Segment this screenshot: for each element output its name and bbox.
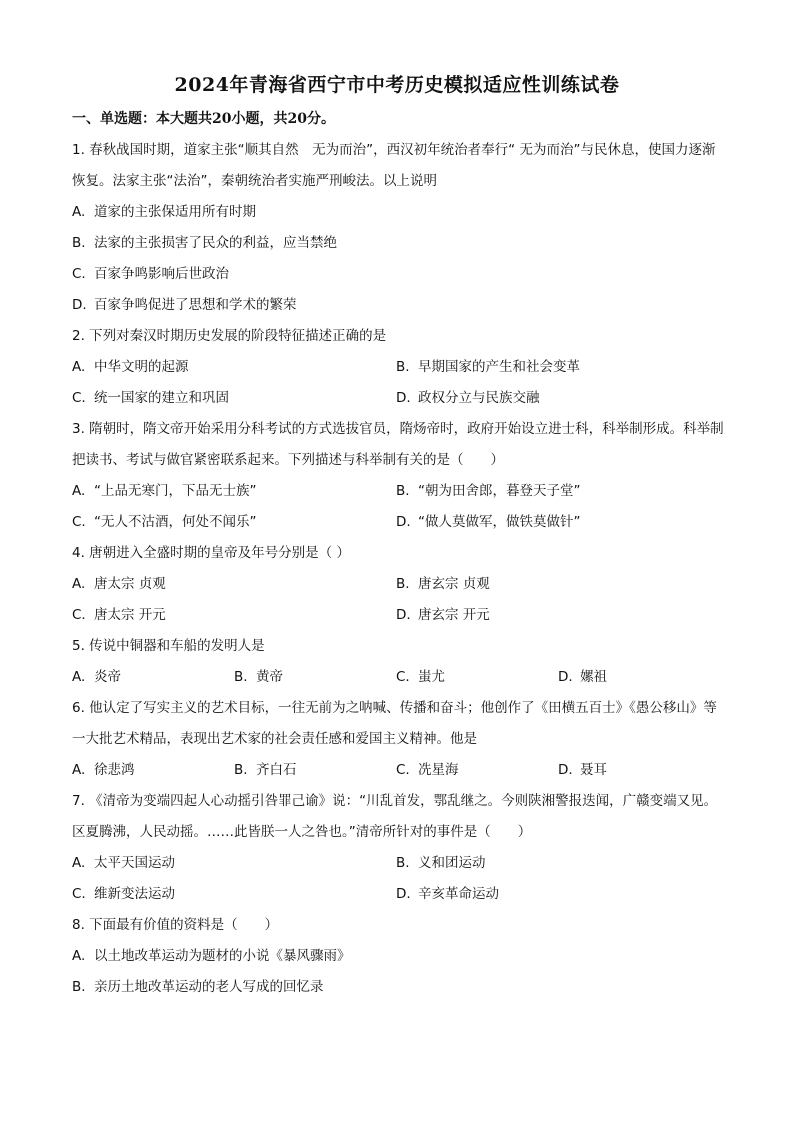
question-stem [72,631,724,662]
option-letter: B. [396,576,410,592]
option-letter: D. [396,607,411,623]
options-group [72,755,724,786]
option-letter: A. [72,855,86,871]
options-group [72,941,724,1003]
option-c [72,507,396,538]
question-stem [72,538,724,569]
option-a [72,662,234,693]
option-c [396,662,558,693]
question-text: 隋朝时，隋文帝开始采用分科考试的方式选拔官员，隋炀帝时，政府开始设立进士科，科举制形成。科举制把读书、考试与做官紧密联系起来。下列描述与科举制有关的是（ ） [72,421,724,468]
option-text: 唐太宗 贞观 [94,576,166,592]
option-text: “上品无寒门，下品无士族” [94,483,257,499]
option-letter: C. [72,514,86,530]
option-letter: B. [396,855,410,871]
option-letter: B. [234,669,248,685]
option-letter: D. [396,514,411,530]
question-text: 春秋战国时期，道家主张“顺其自然 无为而治”，西汉初年统治者奉行“ 无为而治”与民休息，使国力逐渐恢复。法家主张“法治”，秦朝统治者实施严刑峻法。以上说明 [72,142,716,189]
options-group [72,197,724,321]
option-letter: B. [72,979,86,995]
option-b [72,228,724,259]
option-a [72,569,396,600]
option-text: 辛亥革命运动 [418,886,499,902]
question-text: 下面最有价值的资料是（ ） [84,917,279,933]
option-letter: D. [72,297,87,313]
option-c [72,879,396,910]
option-letter: D. [558,669,573,685]
option-a [72,476,396,507]
option-letter: C. [72,266,86,282]
option-text: 维新变法运动 [94,886,175,902]
question-stem [72,135,724,197]
option-letter: C. [72,886,86,902]
option-letter: A. [72,483,86,499]
section-heading: 一、单选题：本大题共20小题，共20分。 [72,111,335,127]
question-stem [72,693,724,755]
option-c [72,600,396,631]
option-letter: D. [396,390,411,406]
option-text: 蚩尤 [418,669,445,685]
option-letter: A. [72,204,86,220]
option-letter: B. [72,235,86,251]
option-text: 齐白石 [256,762,297,778]
option-letter: A. [72,762,86,778]
option-text: 以土地改革运动为题材的小说《暴风骤雨》 [94,948,351,964]
option-d [396,383,720,414]
question-5 [72,631,724,693]
option-letter: B. [396,483,410,499]
question-text: 唐朝进入全盛时期的皇帝及年号分别是（ ） [84,545,350,561]
option-letter: C. [396,762,410,778]
option-text: “做人莫做军，做铁莫做针” [418,514,581,530]
option-d [396,600,720,631]
option-text: 太平天国运动 [94,855,175,871]
option-letter: A. [72,669,86,685]
option-text: 徐悲鸿 [94,762,135,778]
option-letter: C. [396,669,410,685]
option-d [396,507,720,538]
question-8 [72,910,724,1003]
option-letter: D. [558,762,573,778]
question-number: 7. [72,793,85,809]
option-a [72,352,396,383]
option-letter: C. [72,390,86,406]
option-text: “无人不沽酒，何处不闻乐” [94,514,257,530]
question-number: 3. [72,421,85,437]
option-b [396,476,720,507]
option-text: 炎帝 [94,669,121,685]
option-a [72,755,234,786]
question-6 [72,693,724,786]
option-text: 唐太宗 开元 [94,607,166,623]
option-text: 法家的主张损害了民众的利益，应当禁绝 [94,235,337,251]
option-d [396,879,720,910]
question-list [72,135,724,1003]
option-text: “朝为田舍郎，暮登天子堂” [418,483,581,499]
option-b [234,755,396,786]
option-c [72,259,724,290]
option-text: 嫘祖 [580,669,607,685]
question-text: 他认定了写实主义的艺术目标，一往无前为之呐喊、传播和奋斗；他创作了《田横五百士》《愚公移山》等一大批艺术精品，表现出艺术家的社会责任感和爱国主义精神。他是 [72,700,717,747]
option-d [558,662,720,693]
question-text: 下列对秦汉时期历史发展的阶段特征描述正确的是 [84,328,387,344]
option-d [72,290,724,321]
options-group [72,352,724,414]
option-text: 义和团运动 [418,855,486,871]
option-text: 聂耳 [580,762,607,778]
option-text: 百家争鸣促进了思想和学术的繁荣 [94,297,297,313]
question-3 [72,414,724,538]
option-b [396,352,720,383]
options-group [72,569,724,631]
question-stem [72,910,724,941]
option-b [396,848,720,879]
question-stem [72,786,724,848]
option-c [72,383,396,414]
option-text: 早期国家的产生和社会变革 [418,359,580,375]
option-letter: A. [72,576,86,592]
option-a [72,941,724,972]
option-text: 政权分立与民族交融 [418,390,540,406]
question-number: 1. [72,142,85,158]
option-letter: C. [72,607,86,623]
option-text: 中华文明的起源 [94,359,189,375]
question-text: 传说中铜器和车船的发明人是 [84,638,265,654]
option-d [558,755,720,786]
option-letter: A. [72,359,86,375]
options-group [72,848,724,910]
option-text: 黄帝 [256,669,283,685]
option-text: 道家的主张保适用所有时期 [94,204,256,220]
option-text: 百家争鸣影响后世政治 [94,266,229,282]
option-text: 冼星海 [418,762,459,778]
option-letter: A. [72,948,86,964]
option-letter: B. [396,359,410,375]
option-b [396,569,720,600]
question-number: 4. [72,545,85,561]
question-number: 8. [72,917,85,933]
question-stem [72,414,724,476]
question-number: 5. [72,638,85,654]
question-1 [72,135,724,321]
options-group [72,476,724,538]
option-b [234,662,396,693]
options-group [72,662,724,693]
question-stem [72,321,724,352]
option-letter: D. [396,886,411,902]
page-title: 2024年青海省西宁市中考历史模拟适应性训练试卷 [174,74,620,96]
question-4 [72,538,724,631]
question-text: 《清帝为变端四起人心动摇引咎罪己谕》说：“川乱首发，鄂乱继之。今则陕湘警报迭闻，广赣变端又见。区夏腾沸，人民动摇。……此皆朕一人之咎也。”清帝所针对的事件是（ ） [72,793,718,840]
option-b [72,972,724,1003]
question-2 [72,321,724,414]
question-number: 2. [72,328,85,344]
option-letter: B. [234,762,248,778]
question-number: 6. [72,700,85,716]
question-7 [72,786,724,910]
option-a [72,197,724,228]
option-text: 统一国家的建立和巩固 [94,390,229,406]
option-text: 唐玄宗 贞观 [418,576,490,592]
option-a [72,848,396,879]
option-text: 唐玄宗 开元 [418,607,490,623]
option-text: 亲历土地改革运动的老人写成的回忆录 [94,979,324,995]
option-c [396,755,558,786]
